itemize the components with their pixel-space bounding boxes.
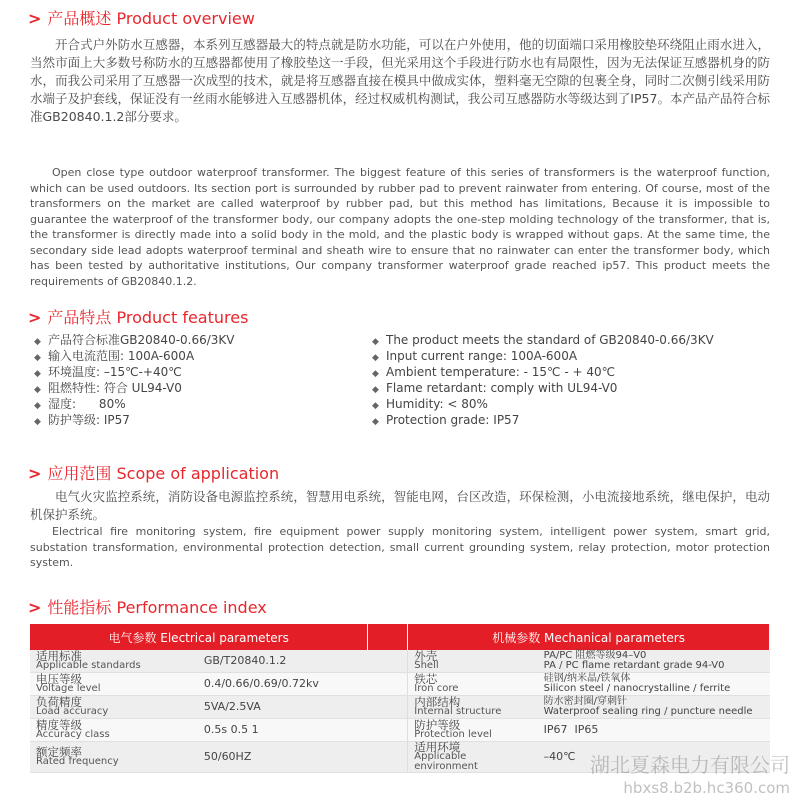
- diamond-bullet-icon: ◆: [34, 369, 41, 379]
- overview-english-text: Open close type outdoor waterproof transformer. The biggest feature of this series of transformers is the waterproof function, which can be used outdoors. Its section port is surrounded by rubber pad to prevent rainwater from entering. Of course, most of the transformers on the market are called waterproof by rubber pad, but this method has limitations, Because it is impossible to guarantee the waterproof of the transformer body, our company adopts the one-step molding technology of the transformer, that is, the transformer is directly made into a solid body in the mold, and the plastic body is wrapped without gaps. At the same time, the secondary side lead adopts waterproof terminal and sheath wire to ensure that no rainwater can enter the transformer body, which has been tested by authoritative institutions, Our company transformer waterproof grade reached ip57. This product meets the requirements of GB20840.1.2.: [30, 166, 770, 288]
- scope-english-text: Electrical fire monitoring system, fire equipment power supply monitoring system, intelligent power system, smart grid, substation transformation, environmental protection detection, small current grounding system, relay protection, motor protection system.: [30, 525, 770, 569]
- diamond-bullet-icon: ◆: [34, 417, 41, 427]
- diamond-bullet-icon: ◆: [34, 401, 41, 411]
- features-list-english: [372, 332, 772, 428]
- features-title: [28, 307, 248, 329]
- scope-title-text: 应用范围 Scope of application: [47, 464, 280, 483]
- feature-item: ◆ Humidity: < 80%: [372, 396, 772, 412]
- features-list-chinese: [34, 332, 364, 428]
- feature-item: ◆ Protection grade: IP57: [372, 412, 772, 428]
- scope-chinese-text: 电气火灾监控系统，消防设备电源监控系统，智慧用电系统，智能电网，台区改造，环保检测，小电流接地系统，继电保护，电动机保护系统。: [30, 489, 770, 522]
- overview-title-text: 产品概述 Product overview: [47, 9, 255, 28]
- chevron-right-icon: >: [28, 464, 42, 483]
- overview-title: [28, 8, 255, 30]
- diamond-bullet-icon: ◆: [34, 337, 41, 347]
- watermark-company: 湖北夏森电力有限公司: [590, 753, 790, 777]
- diamond-bullet-icon: ◆: [372, 385, 379, 395]
- chevron-right-icon: >: [28, 9, 42, 28]
- feature-item: ◆ Flame retardant: comply with UL94-V0: [372, 380, 772, 396]
- feature-item: ◆ Input current range: 100A-600A: [372, 348, 772, 364]
- watermark-url: hbxs8.b2b.hc360.com: [623, 779, 790, 797]
- feature-item: ◆ 产品符合标准GB20840-0.66/3KV: [34, 332, 364, 348]
- overview-chinese-text: 开合式户外防水互感器，本系列互感器最大的特点就是防水功能，可以在户外使用，他的切面端口采用橡胶垫环绕阻止雨水进入，当然市面上大多数号称防水的互感器都使用了橡胶垫这一手段，但光采用这个手段进行防水也有局限性，因为无法保证互感器机身的防水，而我公司采用了互感器一次成型的技术，就是将互感器直接在模具中做成实体，塑料毫无空隙的包裹全身，同时二次侧引线采用防水端子及护套线，保证没有一丝雨水能够进入互感器机体，经过权威机构测试，我公司互感器防水等级达到了IP57。本产品产品符合标准GB20840.1.2部分要求。: [30, 37, 770, 124]
- diamond-bullet-icon: ◆: [34, 353, 41, 363]
- electrical-parameters-header: 电气参数 Electrical parameters: [30, 624, 368, 650]
- features-title-text: 产品特点 Product features: [47, 308, 249, 327]
- feature-item: ◆ 输入电流范围: 100A-600A: [34, 348, 364, 364]
- diamond-bullet-icon: ◆: [372, 369, 379, 379]
- diamond-bullet-icon: ◆: [372, 417, 379, 427]
- performance-title-text: 性能指标 Performance index: [47, 598, 267, 617]
- table-row: 电压等级 Voltage level 0.4/0.66/0.69/0.72kv 铁芯 Iron core 硅钢/纳米晶/铁氧体 Silicon steel / nanocrystalline / ferrite: [30, 673, 770, 696]
- diamond-bullet-icon: ◆: [34, 385, 41, 395]
- table-header-row: [30, 624, 770, 650]
- diamond-bullet-icon: ◆: [372, 401, 379, 411]
- table-row: 负荷精度 Load accuracy 5VA/2.5VA 内部结构 Internal structure 防水密封圈/穿刺针 Waterproof sealing ring / puncture needle: [30, 696, 770, 719]
- mechanical-parameters-header: 机械参数 Mechanical parameters: [408, 624, 770, 650]
- feature-item: ◆ 湿度: 80%: [34, 396, 364, 412]
- diamond-bullet-icon: ◆: [372, 353, 379, 363]
- feature-item: ◆ The product meets the standard of GB20840-0.66/3KV: [372, 332, 772, 348]
- chevron-right-icon: >: [28, 598, 42, 617]
- performance-table: [30, 624, 770, 773]
- scope-title: [28, 463, 279, 485]
- table-row: 精度等级 Accuracy class 0.5s 0.5 1 防护等级 Protection level IP67 IP65: [30, 719, 770, 742]
- table-row: 适用标准 Applicable standards GB/T20840.1.2 外壳 Shell PA/PC 阻燃等级94–V0 PA / PC flame retardant grade 94-V0: [30, 650, 770, 673]
- feature-item: ◆ Ambient temperature: - 15℃ - + 40℃: [372, 364, 772, 380]
- header-spacer: [368, 624, 408, 650]
- chevron-right-icon: >: [28, 308, 42, 327]
- performance-title: [28, 597, 267, 619]
- feature-item: ◆ 环境温度: –15℃-+40℃: [34, 364, 364, 380]
- feature-item: ◆ 防护等级: IP57: [34, 412, 364, 428]
- diamond-bullet-icon: ◆: [372, 337, 379, 347]
- feature-item: ◆ 阻燃特性: 符合 UL94-V0: [34, 380, 364, 396]
- table-row: 额定频率 Rated frequency 50/60HZ 适用环境 Applicable environment –40℃: [30, 742, 770, 773]
